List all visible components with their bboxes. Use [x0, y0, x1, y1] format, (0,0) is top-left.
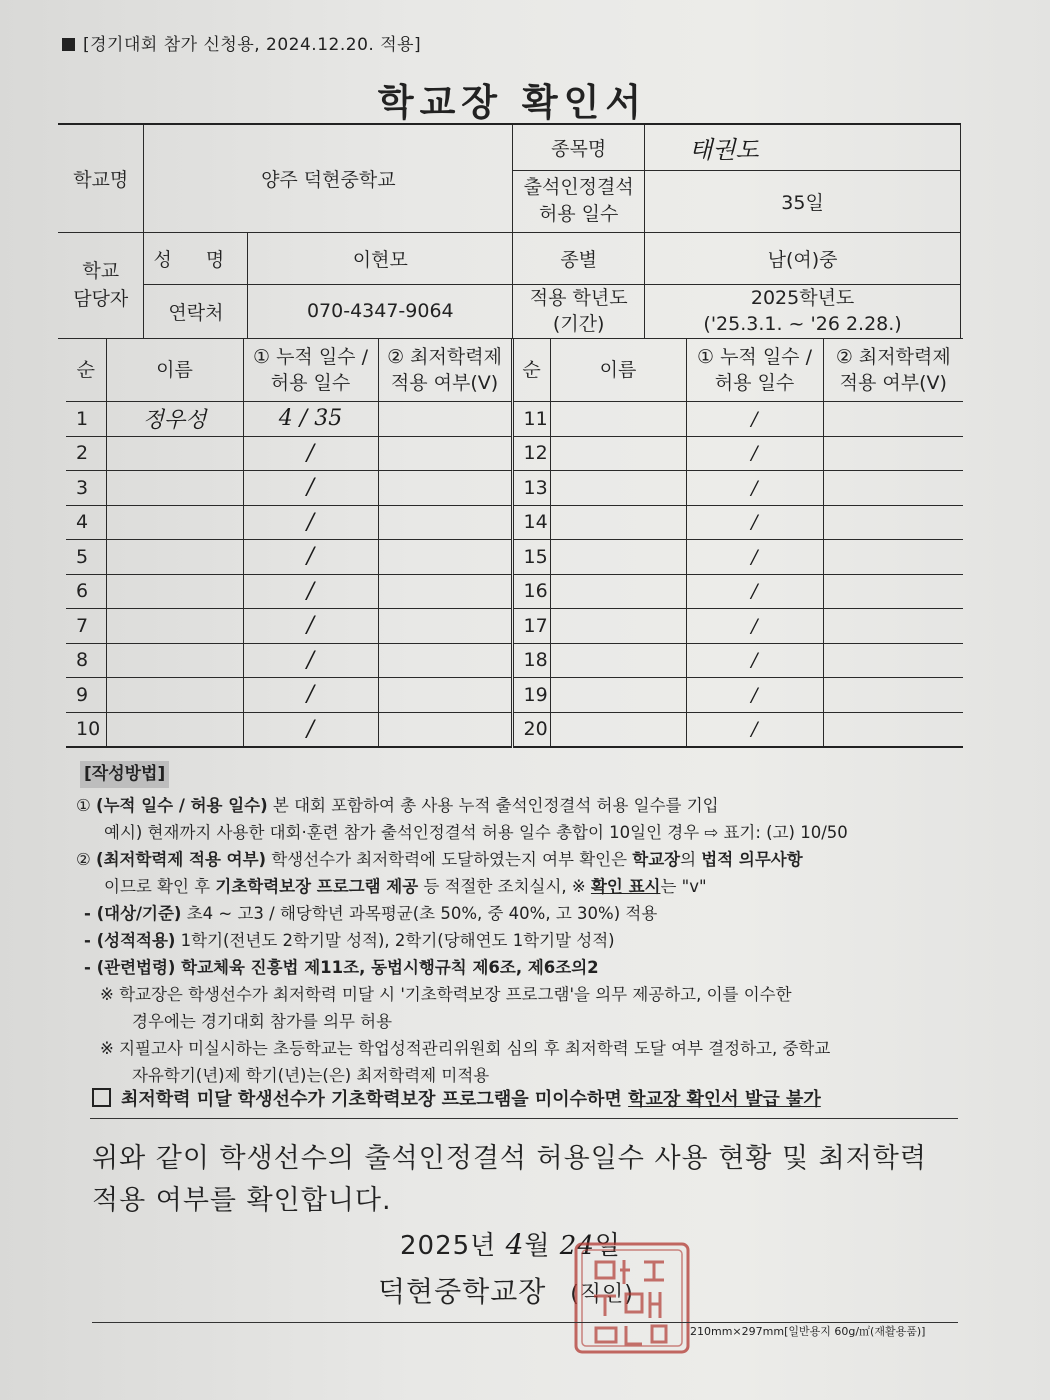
method-line-6-text: 1학기(전년도 2학기말 성적), 2학기(당해연도 1학기말 성적)	[175, 931, 615, 950]
row-num-left: 8	[66, 643, 106, 678]
method-line-4-d: 확인 표시	[590, 877, 661, 896]
row-days-right[interactable]: /	[686, 678, 823, 713]
staff-name-label: 성 명	[144, 232, 248, 284]
method-heading: [작성방법]	[80, 761, 169, 788]
method-line-5-bold: - (대상/기준)	[84, 904, 182, 923]
row-days-left[interactable]: /	[243, 436, 378, 471]
row-num-left: 2	[66, 436, 106, 471]
row-days-left[interactable]: /	[243, 643, 378, 678]
col-num-right: 순	[512, 339, 550, 402]
col-min-right	[823, 339, 963, 402]
table-row	[66, 471, 963, 506]
method-line-4-b: 기초학력보장 프로그램 제공	[215, 877, 419, 896]
row-num-left: 9	[66, 678, 106, 713]
type-value: 남(여)중	[645, 232, 961, 284]
table-row	[66, 436, 963, 471]
row-days-right[interactable]: /	[686, 540, 823, 575]
table-row	[66, 609, 963, 644]
method-line-1	[76, 792, 966, 819]
row-min-left[interactable]	[378, 402, 512, 437]
method-line-7-text: 학교체육 진흥법 제11조, 동법시행규칙 제6조, 제6조의2	[175, 958, 599, 977]
header-note	[62, 30, 421, 55]
row-min-left[interactable]	[378, 678, 512, 713]
row-min-right[interactable]	[823, 678, 963, 713]
sport-label: 종목명	[513, 124, 645, 170]
row-num-right: 15	[512, 540, 550, 575]
row-num-left: 1	[66, 402, 106, 437]
row-min-left[interactable]	[378, 505, 512, 540]
row-min-right[interactable]	[823, 471, 963, 506]
row-name-right[interactable]	[550, 643, 686, 678]
row-days-right[interactable]: /	[686, 609, 823, 644]
row-days-left[interactable]: /	[243, 540, 378, 575]
row-days-left[interactable]: /	[243, 505, 378, 540]
row-num-right: 14	[512, 505, 550, 540]
col-min-right-line2: 적용 여부(V)	[839, 372, 947, 394]
document-title: 학교장 확인서	[377, 81, 648, 124]
row-min-left[interactable]	[378, 436, 512, 471]
col-days-left	[243, 339, 378, 402]
method-line-10: ※ 지필고사 미실시하는 초등학교는 학업성적관리위원회 심의 후 최저학력 도달 여부 결정하고, 중학교	[100, 1039, 831, 1058]
method-line-3-a: 학생선수가 최저학력에 도달하였는지 여부 확인은	[266, 850, 633, 869]
table-row	[66, 712, 963, 747]
row-days-right[interactable]: /	[686, 436, 823, 471]
sport-value: 태권도	[645, 124, 961, 170]
table-row	[66, 402, 963, 437]
allowed-days-value: 35일	[645, 170, 961, 232]
col-min-left-line1: ② 최저학력제	[387, 346, 502, 368]
method-line-8: ※ 학교장은 학생선수가 최저학력 미달 시 '기초학력보장 프로그램'을 의무 제공하고, 이를 이수한	[100, 985, 792, 1004]
divider-top	[90, 1118, 958, 1119]
row-min-left[interactable]	[378, 574, 512, 609]
row-min-right[interactable]	[823, 574, 963, 609]
row-name-right[interactable]	[550, 678, 686, 713]
school-seal	[568, 1238, 696, 1358]
table-row	[66, 574, 963, 609]
seal-note: (직인)	[570, 1282, 634, 1307]
school-name-label: 학교명	[58, 124, 144, 232]
col-min-left-line2: 적용 여부(V)	[390, 372, 499, 394]
staff-name-value: 이현모	[248, 232, 513, 284]
row-name-left[interactable]	[106, 436, 243, 471]
staff-label-line1: 학교	[82, 260, 120, 282]
type-label: 종별	[513, 232, 645, 284]
row-num-left: 7	[66, 609, 106, 644]
col-days-right	[686, 339, 823, 402]
row-min-left[interactable]	[378, 712, 512, 747]
method-line-7-bold: - (관련법령)	[84, 958, 176, 977]
method-line-7	[76, 954, 966, 981]
notice-underlined: 학교장 확인서 발급 불가	[628, 1089, 821, 1110]
year-value-line2: ('25.3.1. ~ '26 2.28.)	[703, 313, 902, 335]
method-line-6	[76, 927, 966, 954]
row-days-right[interactable]: /	[686, 643, 823, 678]
row-min-left[interactable]	[378, 540, 512, 575]
method-line-4-a: 이므로 확인 후	[104, 877, 216, 896]
method-line-5	[76, 900, 966, 927]
row-days-left[interactable]: /	[243, 712, 378, 747]
row-num-right: 18	[512, 643, 550, 678]
year-label-line2: (기간)	[552, 313, 605, 335]
method-line-5-text: 초4 ~ 고3 / 해당학년 과목평균(초 50%, 중 40%, 고 30%) 적용	[181, 904, 658, 923]
header-note-text: [경기대회 참가 신청용, 2024.12.20. 적용]	[83, 35, 422, 55]
paper-spec: 210mm×297mm[일반용지 60g/㎡(재활용품)]	[690, 1325, 926, 1338]
year-label-line1: 적용 학년도	[529, 287, 628, 309]
col-min-right-line1: ② 최저학력제	[835, 346, 951, 368]
row-num-left: 3	[66, 471, 106, 506]
allowed-days-label-line1: 출석인정결석	[523, 176, 634, 198]
date-year: 2025년	[400, 1231, 497, 1261]
notice	[92, 1085, 821, 1111]
row-days-left[interactable]: /	[243, 609, 378, 644]
row-min-left[interactable]	[378, 643, 512, 678]
col-num-left: 순	[66, 339, 106, 402]
year-value	[645, 284, 961, 338]
row-name-right[interactable]	[550, 505, 686, 540]
row-days-left[interactable]: /	[243, 678, 378, 713]
row-min-right[interactable]	[823, 643, 963, 678]
row-name-left[interactable]	[106, 678, 243, 713]
col-name-right: 이름	[550, 339, 686, 402]
allowed-days-label-line2: 허용 일수	[538, 203, 619, 225]
row-days-right[interactable]: /	[686, 471, 823, 506]
date-day: 24	[559, 1231, 595, 1261]
method-line-11: 자유학기(년)제 학기(년)는(은) 최저학력제 미적용	[132, 1066, 490, 1085]
year-label	[513, 284, 645, 338]
table-row	[66, 540, 963, 575]
row-days-right[interactable]: /	[686, 712, 823, 747]
method-line-3-d: 법적 의무사항	[701, 850, 803, 869]
row-num-right: 13	[512, 471, 550, 506]
row-days-left[interactable]: /	[243, 471, 378, 506]
col-days-left-line2: 허용 일수	[270, 372, 351, 394]
row-min-right[interactable]	[823, 402, 963, 437]
notice-text: 최저학력 미달 학생선수가 기초학력보장 프로그램을 미이수하면	[121, 1089, 629, 1110]
row-name-right[interactable]	[550, 712, 686, 747]
student-grid	[66, 338, 963, 748]
table-row	[66, 643, 963, 678]
method-line-3-c: 의	[680, 850, 702, 869]
row-name-left[interactable]	[106, 471, 243, 506]
row-num-right: 20	[512, 712, 550, 747]
row-name-left[interactable]	[106, 609, 243, 644]
row-name-right[interactable]	[550, 540, 686, 575]
contact-label: 연락처	[144, 284, 248, 338]
notice-box-icon	[92, 1088, 111, 1107]
table-row	[66, 678, 963, 713]
row-num-right: 12	[512, 436, 550, 471]
col-name-left: 이름	[106, 339, 243, 402]
student-grid-body	[66, 402, 963, 748]
row-min-right[interactable]	[823, 505, 963, 540]
row-num-left: 10	[66, 712, 106, 747]
row-name-left[interactable]	[106, 643, 243, 678]
signer-name: 덕현중학교장	[378, 1275, 547, 1308]
method-line-1-bold: (누적 일수 / 허용 일수)	[96, 796, 268, 815]
row-num-left: 5	[66, 540, 106, 575]
row-min-right[interactable]	[823, 609, 963, 644]
method-line-6-bold: - (성적적용)	[84, 931, 176, 950]
method-line-3	[76, 846, 966, 873]
method-line-9: 경우에는 경기대회 참가를 의무 허용	[132, 1012, 393, 1031]
date-month-unit: 월	[524, 1231, 551, 1261]
row-name-left[interactable]	[106, 505, 243, 540]
row-min-right[interactable]	[823, 436, 963, 471]
col-days-right-line2: 허용 일수	[714, 372, 795, 394]
row-days-right[interactable]: /	[686, 505, 823, 540]
row-days-left[interactable]: /	[243, 574, 378, 609]
method-line-1-text: 본 대회 포함하여 총 사용 누적 출석인정결석 허용 일수를 기입	[267, 796, 719, 815]
row-num-right: 16	[512, 574, 550, 609]
school-info-table	[58, 123, 961, 339]
date-day-unit: 일	[594, 1231, 621, 1261]
col-days-left-line1: ① 누적 일수 /	[253, 346, 368, 368]
row-name-right[interactable]	[550, 402, 686, 437]
circle-one-mark: ①	[76, 796, 91, 815]
row-name-right[interactable]	[550, 609, 686, 644]
method-line-4	[76, 873, 966, 900]
row-num-left: 6	[66, 574, 106, 609]
method-line-3-b: 학교장	[632, 850, 681, 869]
row-min-right[interactable]	[823, 540, 963, 575]
row-days-left[interactable]: 4 / 35	[243, 402, 378, 437]
row-days-right[interactable]: /	[686, 402, 823, 437]
row-name-right[interactable]	[550, 574, 686, 609]
row-num-right: 11	[512, 402, 550, 437]
row-min-left[interactable]	[378, 609, 512, 644]
staff-label	[58, 232, 144, 338]
allowed-days-label	[513, 170, 645, 232]
confirm-statement: 위와 같이 학생선수의 출석인정결석 허용일수 사용 현황 및 최저학력 적용 여부를 확인합니다.	[92, 1143, 927, 1216]
writing-method	[76, 760, 966, 1089]
row-min-left[interactable]	[378, 471, 512, 506]
row-name-right[interactable]	[550, 471, 686, 506]
row-name-left[interactable]	[106, 712, 243, 747]
method-line-2: 예시) 현재까지 사용한 대회·훈련 참가 출석인정결석 허용 일수 총합이 10일인 경우 ⇨ 표기: (고) 10/50	[104, 823, 848, 842]
row-num-right: 19	[512, 678, 550, 713]
row-min-right[interactable]	[823, 712, 963, 747]
row-name-right[interactable]	[550, 436, 686, 471]
circle-two-mark: ②	[76, 850, 91, 869]
row-num-right: 17	[512, 609, 550, 644]
table-row	[66, 505, 963, 540]
square-bullet-icon	[62, 38, 75, 51]
col-days-right-line1: ① 누적 일수 /	[697, 346, 812, 368]
row-name-left[interactable]: 정우성	[106, 402, 243, 437]
year-value-line1: 2025학년도	[750, 287, 855, 309]
row-name-left[interactable]	[106, 540, 243, 575]
row-num-left: 4	[66, 505, 106, 540]
staff-label-line2: 담당자	[73, 288, 129, 310]
method-line-3-bold: (최저학력제 적용 여부)	[96, 850, 267, 869]
school-name-value: 양주 덕현중학교	[144, 124, 513, 232]
col-min-left	[378, 339, 512, 402]
row-days-right[interactable]: /	[686, 574, 823, 609]
method-line-4-c: 등 적절한 조치실시, ※	[418, 877, 591, 896]
date-month: 4	[505, 1228, 525, 1261]
row-name-left[interactable]	[106, 574, 243, 609]
method-line-4-e: 는 "v"	[660, 877, 707, 896]
contact-value: 070-4347-9064	[248, 284, 513, 338]
